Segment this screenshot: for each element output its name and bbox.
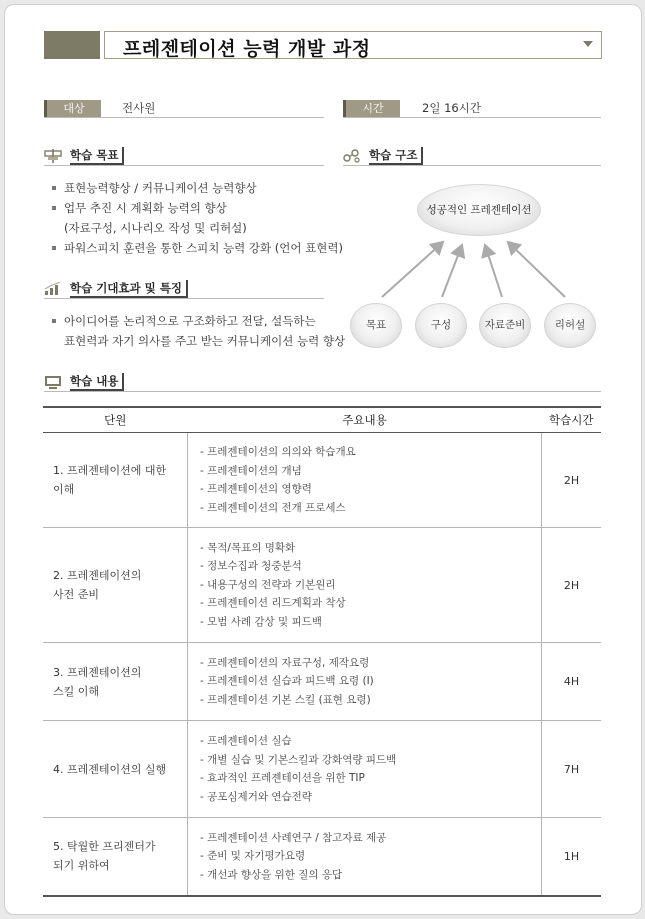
monitor-icon bbox=[44, 375, 62, 389]
table-row bbox=[43, 643, 601, 721]
arrow-rehearsal bbox=[508, 242, 565, 297]
table-row bbox=[43, 818, 601, 896]
curriculum-table bbox=[43, 406, 601, 897]
unit-cell bbox=[43, 528, 188, 643]
title-bar bbox=[104, 31, 602, 59]
list-item: 표현능력향상 / 커뮤니케이션 능력향상 bbox=[50, 178, 343, 198]
table-row bbox=[43, 721, 601, 818]
arrow-materials bbox=[485, 245, 502, 297]
column-header-hours: 학습시간 bbox=[542, 407, 602, 433]
goals-heading bbox=[44, 146, 124, 165]
content-line: - 준비 및 자기평가요령 bbox=[200, 850, 306, 862]
table-row bbox=[43, 433, 601, 528]
content-line: - 목적/목표의 명확화 bbox=[200, 541, 296, 554]
content-divider bbox=[44, 391, 601, 392]
target-value: 전사원 bbox=[122, 101, 156, 115]
content-line: - 프레젠테이션 사례연구 / 참고자료 제공 bbox=[200, 831, 387, 844]
bar-chart-icon bbox=[44, 282, 62, 296]
hours-cell: 7H bbox=[542, 721, 602, 818]
unit-line: 되기 위하여 bbox=[53, 859, 110, 873]
column-header-unit: 단원 bbox=[43, 407, 188, 433]
table-row bbox=[43, 528, 601, 643]
table-header-row bbox=[43, 407, 601, 433]
unit-cell bbox=[43, 721, 188, 818]
list-item: 업무 추진 시 계획화 능력의 향상 bbox=[50, 198, 343, 218]
content-heading-label: 학습 내용 bbox=[70, 373, 124, 391]
content-cell bbox=[188, 721, 542, 818]
content-line: - 프레젠테이션의 자료구성, 제작요령 bbox=[200, 656, 370, 669]
list-item: 표현력과 자기 의사를 주고 받는 커뮤니케이션 능력 향상 bbox=[64, 334, 346, 348]
list-item: 파워스피치 훈련을 통한 스피치 능력 강화 (언어 표현력) bbox=[50, 238, 343, 258]
title-accent-block bbox=[44, 31, 100, 59]
effects-list bbox=[50, 311, 345, 351]
content-heading bbox=[44, 372, 124, 391]
content-line: - 프레젠테이션 리드계획과 착상 bbox=[200, 597, 346, 610]
unit-line: 4. 프레젠테이션의 실행 bbox=[53, 762, 167, 776]
unit-line: 스킬 이해 bbox=[53, 684, 100, 698]
unit-line: 사전 준비 bbox=[53, 588, 100, 601]
unit-cell bbox=[43, 818, 188, 896]
unit-line: 이해 bbox=[53, 483, 75, 496]
arrow-compose bbox=[442, 245, 462, 297]
goals-heading-label: 학습 목표 bbox=[70, 147, 124, 165]
unit-line: 3. 프레젠테이션의 bbox=[53, 665, 142, 679]
content-cell bbox=[188, 528, 542, 643]
content-line: - 프레젠테이션의 전개 프로세스 bbox=[200, 501, 346, 514]
structure-heading bbox=[343, 146, 423, 165]
structure-arrows bbox=[340, 225, 610, 310]
structure-node-rehearsal: 리허설 bbox=[544, 303, 596, 348]
column-header-content: 주요내용 bbox=[188, 407, 542, 433]
list-item: (자료구성, 시나리오 작성 및 리허설) bbox=[64, 221, 247, 235]
time-underline bbox=[343, 117, 601, 118]
effects-divider bbox=[44, 298, 324, 299]
content-line: - 공포심제거와 연습전략 bbox=[200, 790, 312, 803]
chevron-down-icon[interactable] bbox=[583, 41, 593, 47]
signpost-icon bbox=[44, 149, 62, 163]
unit-cell bbox=[43, 433, 188, 528]
goals-list bbox=[50, 178, 343, 258]
content-line: - 프레젠테이션 실습 bbox=[200, 735, 292, 747]
content-line: - 프레젠테이션의 의의와 학습개요 bbox=[200, 446, 356, 458]
content-line: - 프레젠테이션 실습과 피드백 요령 (Ⅰ) bbox=[200, 675, 374, 688]
unit-cell bbox=[43, 643, 188, 721]
hours-cell: 2H bbox=[542, 528, 602, 643]
content-cell bbox=[188, 643, 542, 721]
structure-node-compose: 구성 bbox=[415, 303, 467, 348]
content-line: - 프레젠테이션의 개념 bbox=[200, 464, 302, 477]
list-item: 아이디어를 논리적으로 구조화하고 전달, 설득하는 bbox=[50, 311, 345, 331]
effects-heading bbox=[44, 279, 188, 298]
structure-goal-node: 성공적인 프레젠테이션 bbox=[417, 184, 541, 236]
structure-divider bbox=[343, 165, 601, 166]
content-line: - 개별 실습 및 기본스킬과 강화역량 피드백 bbox=[200, 753, 397, 766]
content-line: - 개선과 향상을 위한 질의 응답 bbox=[200, 868, 343, 881]
target-underline bbox=[44, 117, 324, 118]
content-line: - 프레젠테이션의 영향력 bbox=[200, 483, 312, 495]
unit-line: 2. 프레젠테이션의 bbox=[53, 569, 142, 582]
content-cell bbox=[188, 433, 542, 528]
hours-cell: 1H bbox=[542, 818, 602, 896]
content-line: - 프레젠테이션 기본 스킬 (표현 요령) bbox=[200, 693, 371, 706]
content-line: - 정보수집과 청중분석 bbox=[200, 560, 302, 573]
structure-node-goal: 목표 bbox=[350, 303, 402, 348]
content-line: - 모범 사례 감상 및 피드백 bbox=[200, 615, 322, 628]
arrow-goal bbox=[382, 242, 443, 297]
goals-divider bbox=[44, 165, 324, 166]
unit-line: 5. 탁월한 프리젠터가 bbox=[53, 840, 156, 854]
time-value: 2일 16시간 bbox=[422, 101, 481, 115]
molecule-icon bbox=[343, 149, 361, 163]
content-line: - 효과적인 프레젠테이션을 위한 TIP bbox=[200, 772, 365, 784]
target-label: 대상 bbox=[47, 100, 101, 117]
structure-heading-label: 학습 구조 bbox=[369, 147, 423, 165]
unit-line: 1. 프레젠테이션에 대한 bbox=[53, 464, 167, 477]
effects-heading-label: 학습 기대효과 및 특징 bbox=[70, 280, 188, 298]
page-title: 프레젠테이션 능력 개발 과정 bbox=[123, 38, 371, 60]
time-label: 시간 bbox=[346, 100, 400, 117]
structure-node-materials: 자료준비 bbox=[479, 303, 531, 348]
content-cell bbox=[188, 818, 542, 896]
content-line: - 내용구성의 전략과 기본원리 bbox=[200, 578, 336, 591]
hours-cell: 2H bbox=[542, 433, 602, 528]
hours-cell: 4H bbox=[542, 643, 602, 721]
